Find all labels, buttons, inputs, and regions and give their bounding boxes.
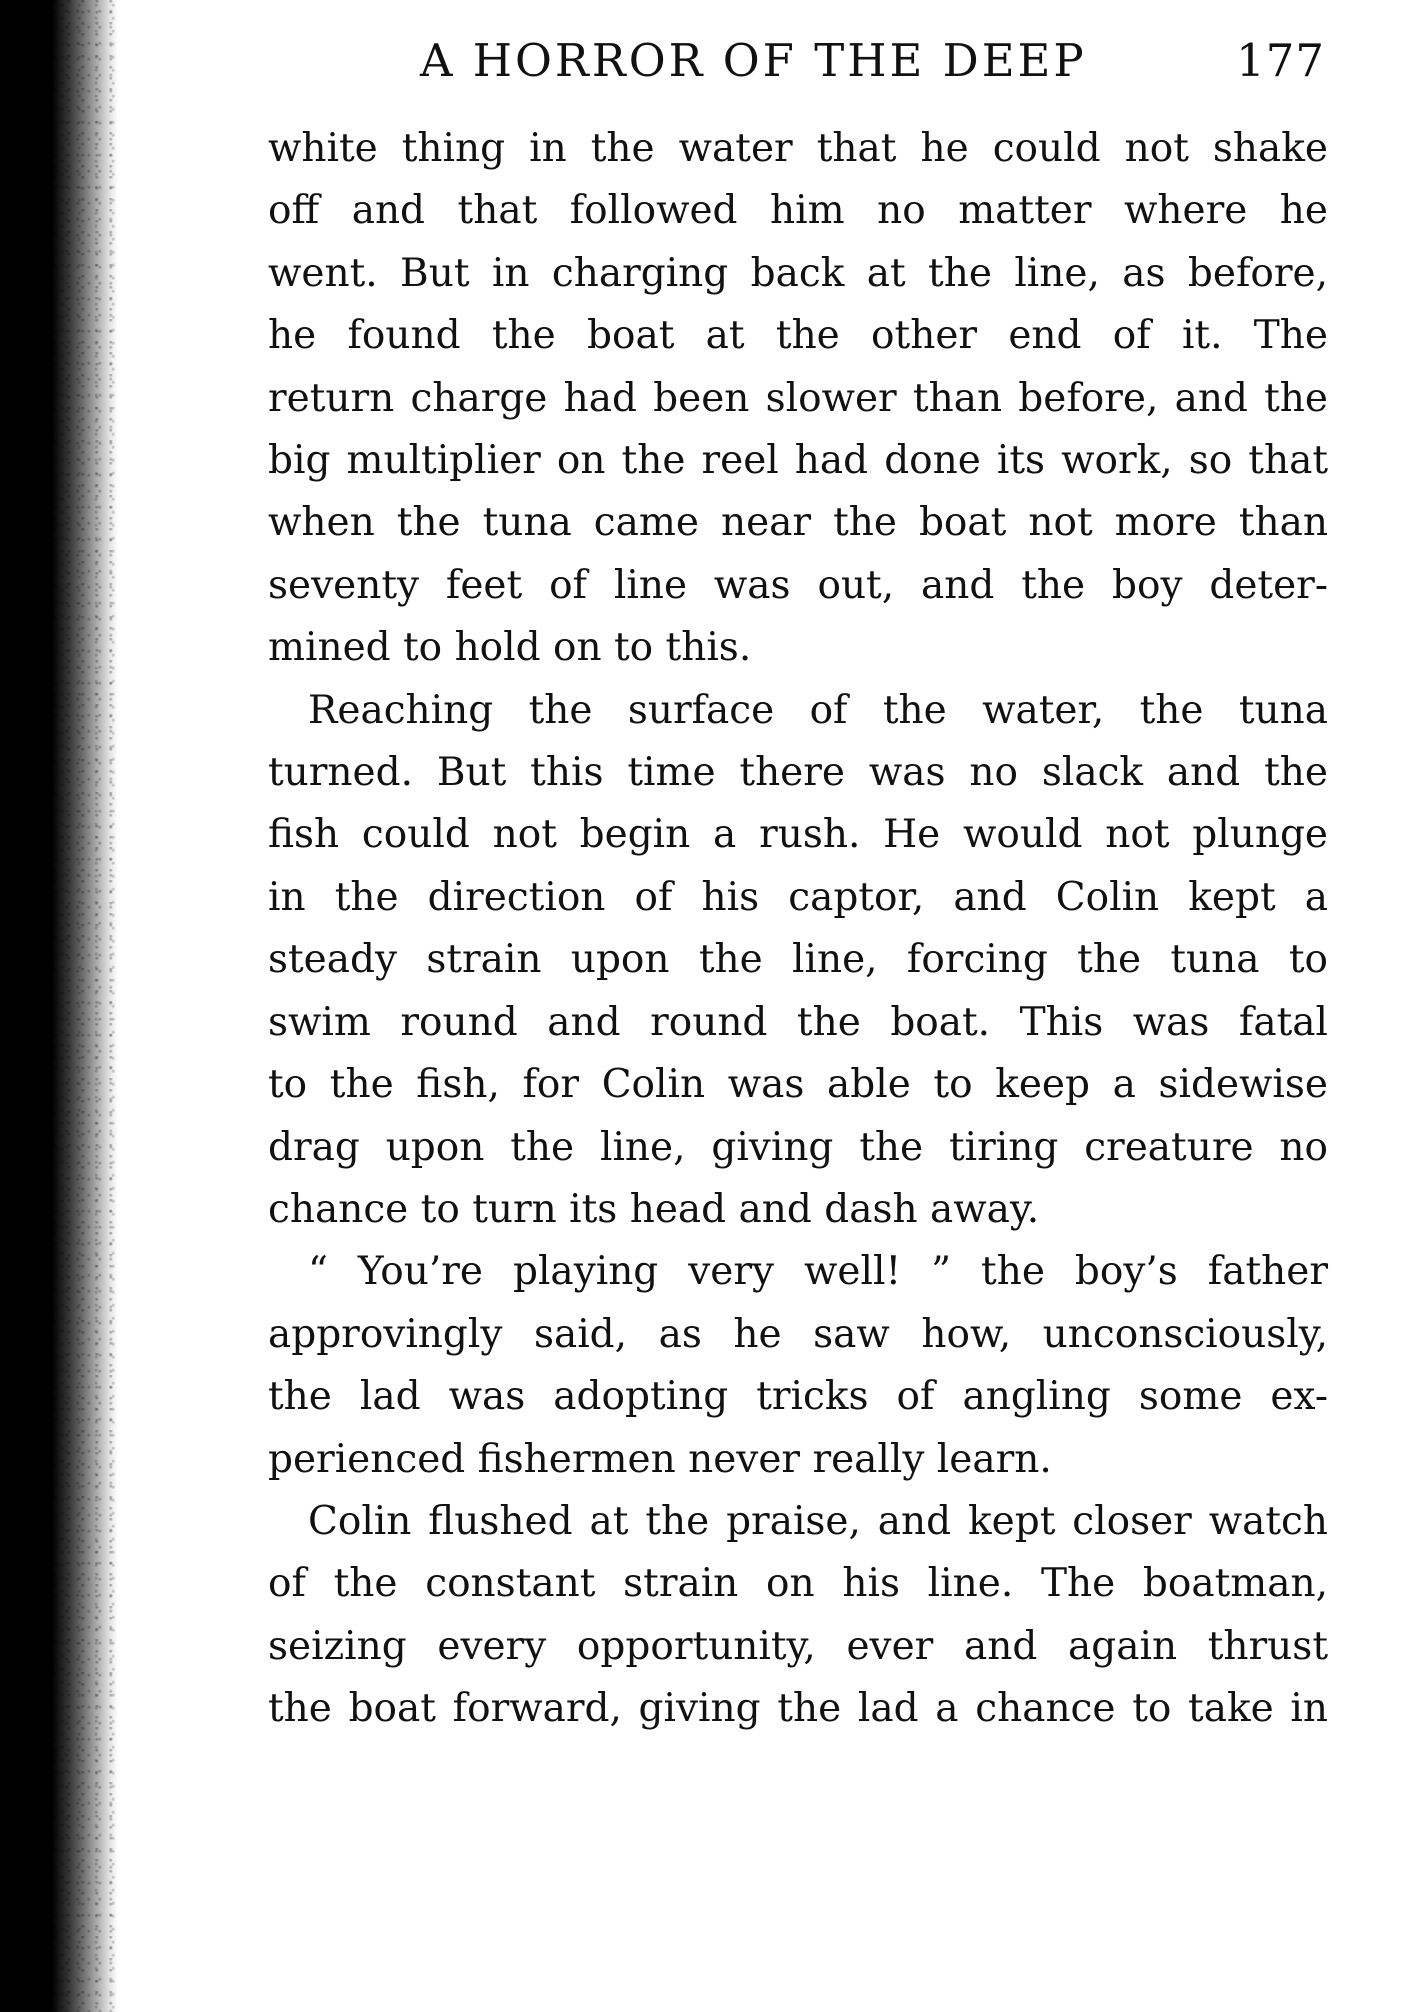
text-line: of the constant strain on his line. The boatman, — [268, 1561, 1328, 1607]
text-line: “ You’re playing very well! ” the boy’s father — [308, 1249, 1328, 1295]
text-line: he found the boat at the other end of it. The — [268, 313, 1328, 359]
text-line: to the fish, for Colin was able to keep a sidewise — [268, 1062, 1328, 1108]
text-line: went. But in charging back at the line, as before, — [268, 250, 1328, 296]
paragraph-3 — [268, 1241, 1328, 1491]
text-line: steady strain upon the line, forcing the tuna to — [268, 937, 1328, 983]
page-body — [268, 118, 1328, 1741]
binding-edge-texture — [52, 0, 118, 2012]
page-number: 177 — [1236, 33, 1325, 87]
text-line: drag upon the line, giving the tiring creature no — [268, 1124, 1328, 1170]
text-line: approvingly said, as he saw how, unconsciously, — [268, 1311, 1328, 1357]
text-line: perienced fishermen never really learn. — [268, 1436, 1052, 1482]
text-line: swim round and round the boat. This was fatal — [268, 999, 1328, 1045]
text-line: the lad was adopting tricks of angling some ex- — [268, 1374, 1328, 1420]
text-line: seventy feet of line was out, and the boy deter- — [268, 562, 1328, 608]
text-line: Reaching the surface of the water, the tuna — [308, 687, 1328, 733]
paragraph-4 — [268, 1491, 1328, 1741]
text-line: the boat forward, giving the lad a chance to take in — [268, 1686, 1328, 1732]
paragraph-1 — [268, 118, 1328, 680]
text-line: seizing every opportunity, ever and again thrust — [268, 1623, 1328, 1669]
text-line: white thing in the water that he could not shake — [268, 126, 1328, 171]
text-line: Colin flushed at the praise, and kept closer watch — [308, 1498, 1328, 1544]
paragraph-2 — [268, 680, 1328, 1242]
text-line: chance to turn its head and dash away. — [268, 1186, 1040, 1232]
text-line: big multiplier on the reel had done its work, so that — [268, 438, 1328, 484]
text-line: off and that followed him no matter where he — [268, 188, 1328, 234]
text-line: mined to hold on to this. — [268, 625, 752, 671]
running-header — [420, 30, 1325, 90]
text-line: turned. But this time there was no slack and the — [268, 750, 1328, 796]
text-line: fish could not begin a rush. He would not plunge — [268, 812, 1328, 858]
running-title: A HORROR OF THE DEEP — [420, 33, 1087, 87]
text-line: in the direction of his captor, and Colin kept a — [268, 874, 1328, 920]
text-line: when the tuna came near the boat not more than — [268, 500, 1328, 546]
text-line: return charge had been slower than before, and the — [268, 375, 1328, 421]
